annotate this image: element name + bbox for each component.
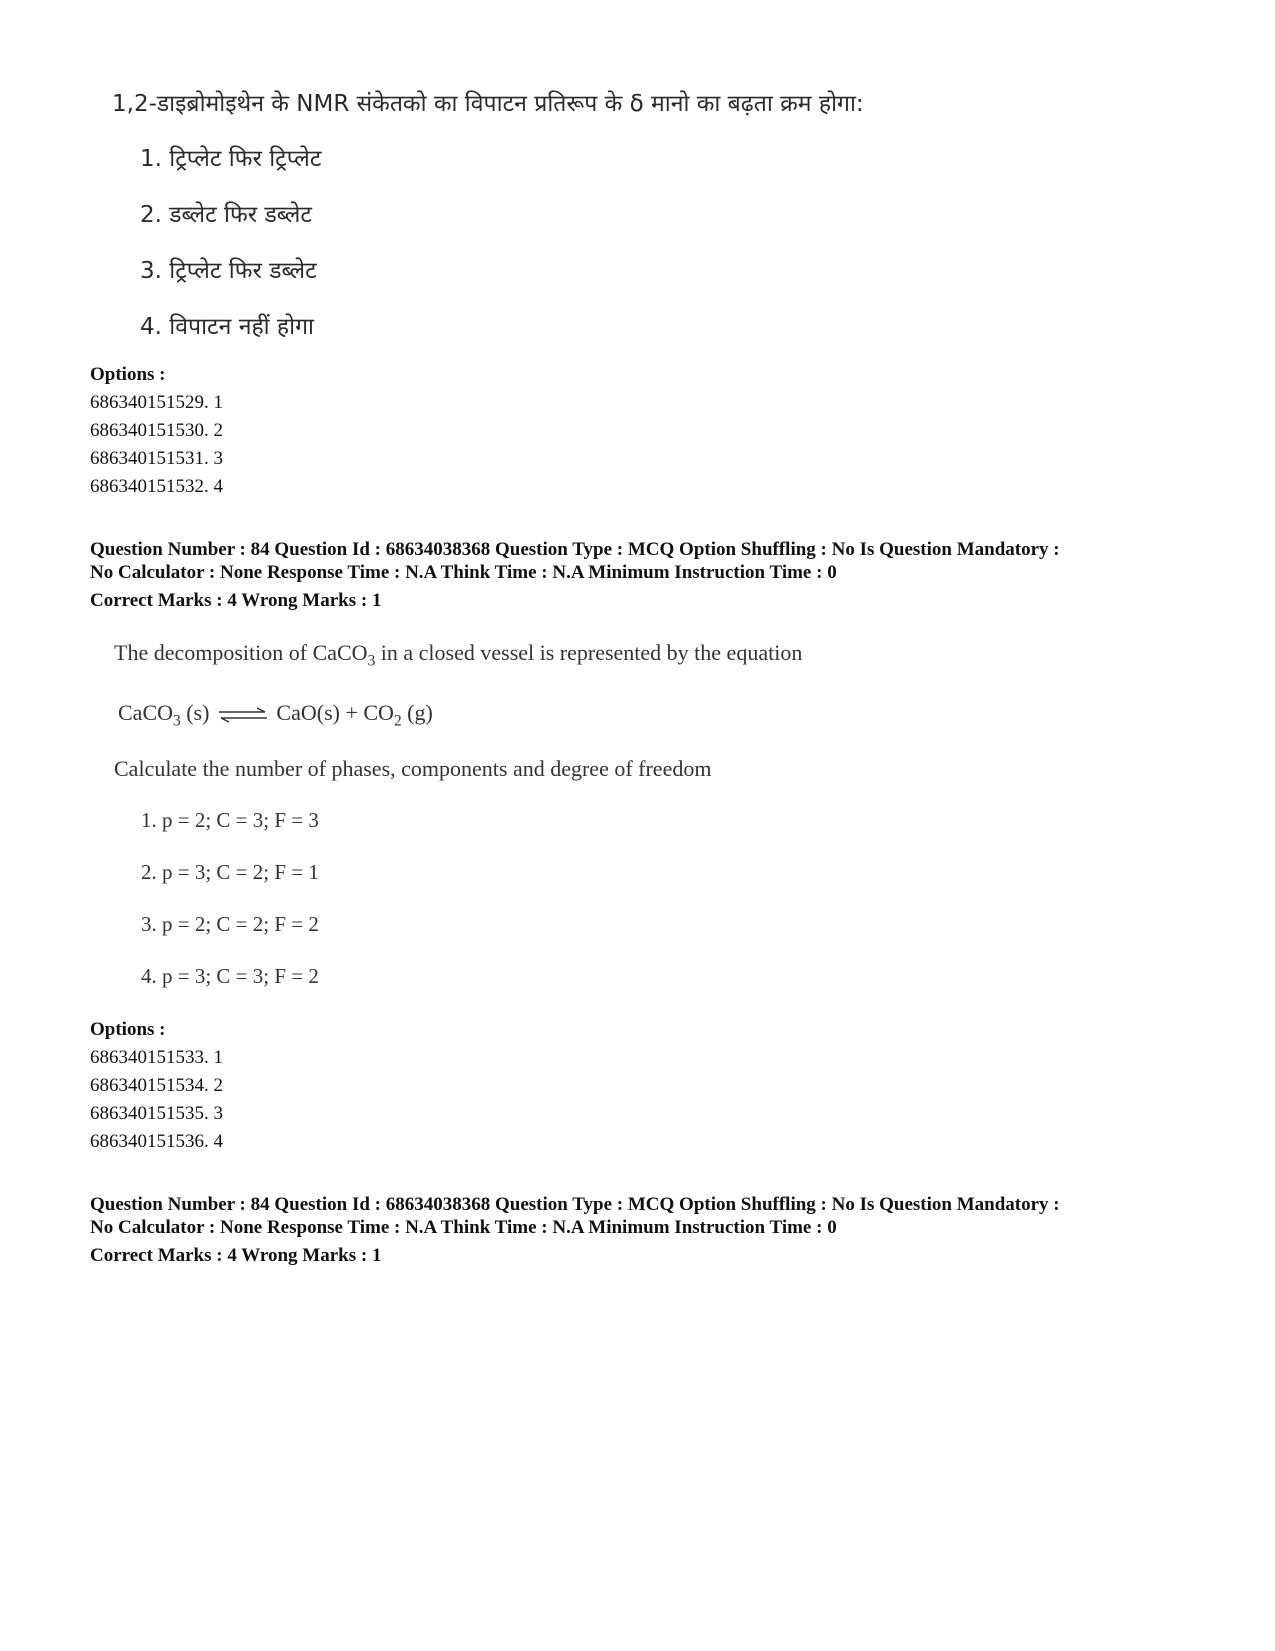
options-label: Options : [90, 1019, 166, 1040]
options-list [90, 1044, 223, 1156]
reaction-equation: CaCO$_3$ (s) $CaO(s) + CO_2$ (g) [118, 700, 433, 730]
options-label: Options : [90, 364, 166, 385]
question-marks: Correct Marks : 4 Wrong Marks : 1 [90, 1245, 382, 1266]
option-item: 686340151531. 3 [90, 448, 223, 469]
question-instruction: Calculate the number of phases, components and degree of freedom [114, 756, 712, 781]
choice-1: 1. p = 2; C = 3; F = 3 [141, 808, 319, 832]
option-item: 686340151536. 4 [90, 1131, 223, 1152]
option-item: 686340151534. 2 [90, 1075, 223, 1096]
choice-3: 3. ट्रिप्लेट फिर डब्लेट [140, 258, 317, 284]
question-meta-line2: No Calculator : None Response Time : N.A Think Time : N.A Minimum Instruction Time : 0 [90, 1217, 837, 1238]
question-stem: The decomposition of CaCO$_3$ in a closed vessel is represented by the equation [114, 640, 803, 670]
choice-4: 4. विपाटन नहीं होगा [140, 314, 315, 340]
choice-2: 2. p = 3; C = 2; F = 1 [141, 860, 319, 884]
option-item: 686340151533. 1 [90, 1047, 223, 1068]
question-text-hindi: 1,2-डाइब्रोमोइथेन के NMR संकेतको का विपाटन प्रतिरूप के δ मानो का बढ़ता क्रम होगा: [112, 91, 864, 117]
options-list [90, 389, 223, 501]
option-item: 686340151535. 3 [90, 1103, 223, 1124]
choice-4: 4. p = 3; C = 3; F = 2 [141, 964, 319, 988]
choice-1: 1. ट्रिप्लेट फिर ट्रिप्लेट [140, 146, 322, 172]
option-item: 686340151530. 2 [90, 420, 223, 441]
question-meta-line1: Question Number : 84 Question Id : 68634038368 Question Type : MCQ Option Shuffling : No Is Question Mandatory : [90, 1194, 1060, 1215]
choice-2: 2. डब्लेट फिर डब्लेट [140, 202, 312, 228]
question-meta-line1: Question Number : 84 Question Id : 68634038368 Question Type : MCQ Option Shuffling : No Is Question Mandatory : [90, 539, 1060, 560]
choice-3: 3. p = 2; C = 2; F = 2 [141, 912, 319, 936]
option-item: 686340151529. 1 [90, 392, 223, 413]
question-meta-line2: No Calculator : None Response Time : N.A Think Time : N.A Minimum Instruction Time : 0 [90, 562, 837, 583]
option-item: 686340151532. 4 [90, 476, 223, 497]
question-marks: Correct Marks : 4 Wrong Marks : 1 [90, 590, 382, 611]
equilibrium-arrow-icon [217, 707, 269, 723]
